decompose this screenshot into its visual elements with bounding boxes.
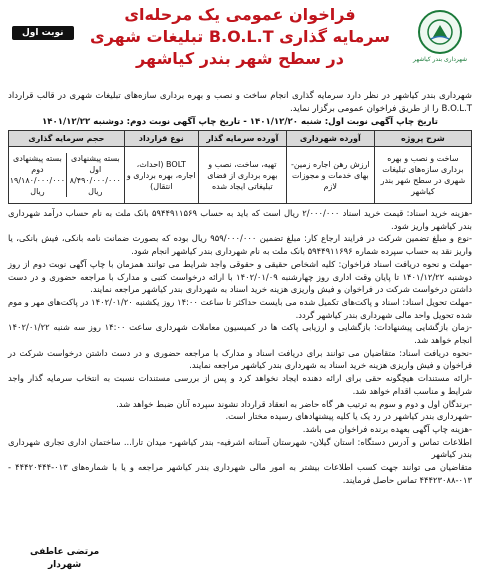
header-investment: حجم سرمایه گذاری [9,131,125,147]
clause-documents-note: -ارائه مستندات هیچگونه حقی برای ارائه دهنده ایجاد نخواهد کرد و پس از بررسی مستندات نسبت به انتخاب سرمایه گذار واجد شرایط و مناسب اقدام خواهد شد. [8,373,472,396]
cell-contract: BOLT (احداث، اجاره، بهره برداری و انتقال) [124,147,198,204]
header-contract: نوع قرارداد [124,131,198,147]
header-investor: آورده سرمایه گذار [198,131,286,147]
offer-1-value: ۸/۴۹۰/۰۰۰/۰۰۰ ریال [69,176,121,196]
publication-dates: تاریخ چاپ آگهی نوبت اول: شنبه ۱۴۰۱/۱۲/۲۰ - تاریخ چاپ آگهی نوبت دوم: دوشنبه ۱۴۰۱/۱۲/۲۲ [42,117,438,127]
offer-2-value: ۱۹/۱۸۰/۰۰۰/۰۰۰ ریال [9,176,66,196]
clause-document-fee: -هزینه خرید اسناد: قیمت خرید اسناد ۲/۰۰۰/۰۰۰ ریال است که باید به حساب ۵۹۴۴۹۱۱۵۶۹ بانک ملت به نام حساب درآمد شهرداری بندر کیاشهر واریز شود. [8,208,472,231]
header-project: شرح پروژه [374,131,471,147]
cell-project: ساخت و نصب و بهره برداری سازه‌های تبلیغات شهری در سطح شهر بندر کیاشهر [374,147,471,204]
clause-submission-deadline: -مهلت تحویل اسناد: اسناد و پاکت‌های تکمیل شده می بایست حداکثر تا ساعت ۱۴:۰۰ روز یکشنبه ۱۴۰۲/۰۱/۲۰ در پاکت‌های مهر و موم شده تحویل واحد مالی شهرداری بندر کیاشهر گردد. [8,296,472,320]
municipality-logo [412,10,468,70]
clause-contact-phone: متقاضیان می توانند جهت کسب اطلاعات بیشتر به امور مالی شهرداری بندر کیاشهر مراجعه و یا با شماره‌های ۰۱۳-۴۴۴۲۰۴۴۴ - ۰۱۳-۴۴۴۲۳۰۸۸ تماس حاصل فرمایند. [8,462,472,485]
header [8,4,472,88]
clause-rejection-right: -شهرداری بندر کیاشهر در رد یک یا کلیه پیشنهادهای رسیده مختار است. [225,411,472,422]
table-row [9,147,472,204]
clause-contact-address: اطلاعات تماس و آدرس دستگاه: استان گیلان- شهرستان آستانه اشرفیه- بندر کیاشهر- میدان تارا... ساختمان اداری تجاری شهرداری بندر کیاشهر [8,436,472,460]
emblem-icon [418,10,462,54]
project-table [8,130,472,204]
notice-round-badge: نوبت اول [12,26,74,40]
clause-document-period: -مهلت و نحوه دریافت اسناد فراخوان: کلیه اشخاص حقیقی و حقوقی واجد شرایط می توانند همزمان با چاپ آگهی نوبت دوم از روز دوشنبه ۱۴۰۱/۱۲/۲۲ تا پایان وقت اداری روز چهارشنبه ۱۴۰۲/۰۱/۰۹ با ارائه درخواست کتبی و مدارک با مراجعه حضوری و در دست داشتن درخواست شرکت در فراخوان و فیش واریزی هزینه خرید اسناد به شهرداری بندر کیاشهر مراجعه نمایند. [8,258,472,295]
intro-paragraph: شهرداری بندر کیاشهر در نظر دارد سرمایه گذاری انجام ساخت و نصب و بهره برداری سازه‌های تبلیغات شهری در قالب قرارداد B.O.L.T را از طریق فراخوان عمومی برگزار نماید. [8,91,472,114]
clause-opening-time: -زمان بازگشایی پیشنهادات: بازگشایی و ارزیابی پاکت ها در کمیسیون معاملات شهرداری ساعت ۱۴:۰۰ روز سه شنبه ۱۴۰۲/۰۱/۲۲ انجام خواهد شد. [8,322,472,346]
logo-caption: شهرداری بندر کیاشهر [413,56,467,63]
title-line-2: سرمایه گذاری B.O.L.T تبلیغات شهری [90,27,390,46]
title-line-1: فراخوان عمومی یک مرحله‌ای [124,5,356,24]
investment-packages [9,153,124,197]
header-municipality: آورده شهرداری [286,131,374,147]
page-title [8,4,472,70]
offer-package-2 [9,153,67,197]
cell-investor: تهیه، ساخت، نصب و بهره برداری از فضای تبلیغاتی ایجاد شده [198,147,286,204]
table-header-row [9,131,472,147]
signer-name: مرتضی عاطفی [30,547,100,557]
offer-2-label: بسته پیشنهادی دوم [13,154,62,174]
signature-block [30,546,99,572]
clause-winners: -برندگان اول و دوم و سوم به ترتیب هر گاه حاضر به انعقاد قرارداد نشوند سپرده آنان ضبط خواهد شد. [116,398,472,409]
clause-ad-cost: -هزینه چاپ آگهی بعهده برنده فراخوان می باشد. [302,423,472,434]
offer-package-1 [67,153,124,197]
terms-section [8,207,472,486]
signer-title: شهردار [47,560,82,570]
offer-1-label: بسته پیشنهادی اول [70,154,120,174]
clause-receive-method: -نحوه دریافت اسناد: متقاضیان می توانند برای دریافت اسناد و مدارک با مراجعه حضوری و در دست داشتن درخواست شرکت در فراخوان و فیش واریزی هزینه خرید اسناد به شهرداری بندر کیاشهر مراجعه نمایند. [8,347,472,371]
cell-municipality: ارزش رهن اجاره زمین- بهای خدمات و مجوزات لازم [286,147,374,204]
clause-guarantee: -نوع و مبلغ تضمین شرکت در فرایند ارجاع کار: مبلغ تضمین ۹۵۹/۰۰۰/۰۰۰ ریال بوده که بصورت ضمانت نامه بانکی، فیش بانکی، یا واریز نقد به حساب سپرده شماره ۵۹۴۴۹۱۱۶۹۶ بانک ملت به نام شهرداری بندر کیاشهر انجام شود. [8,233,472,257]
cell-investment [9,147,125,204]
title-line-3: در سطح شهر بندر کیاشهر [136,49,344,68]
